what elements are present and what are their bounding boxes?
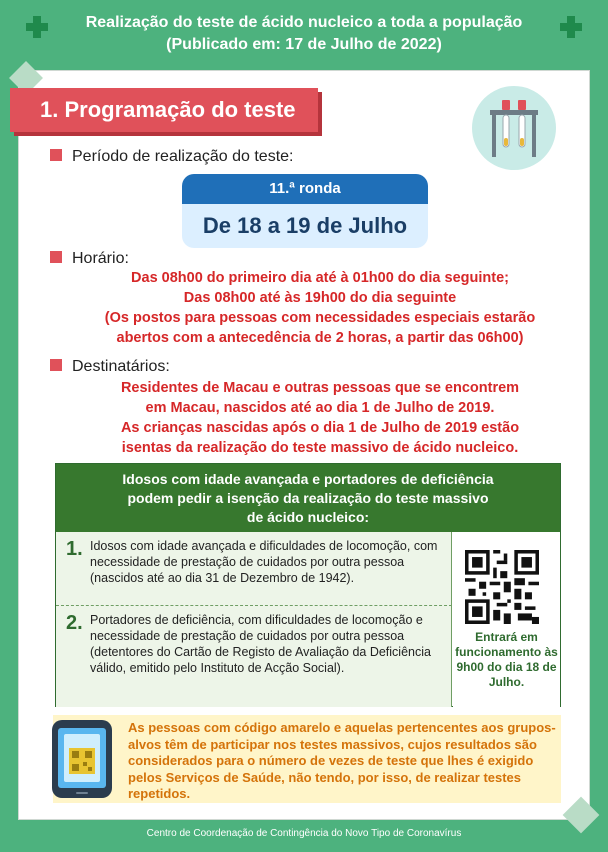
round-number: 11.ª ronda (182, 174, 428, 204)
item-text: Portadores de deficiência, com dificuldades de locomoção e necessidade de prestação de cuidados por outra pessoa (detentores do Cartão de Registo de Avaliação da Deficiência válido, emitido pelo Instituto de Acção Social). (90, 613, 431, 675)
exemption-item (56, 532, 452, 606)
period-label: Período de realização do teste: (50, 148, 293, 166)
round-box (182, 174, 428, 248)
qr-code-icon[interactable] (465, 550, 539, 624)
recipients-label: Destinatários: (50, 358, 170, 376)
qr-caption: Entrará em funcionamento às 9h00 do dia 18 de Julho. (455, 630, 558, 689)
qr-column (453, 532, 560, 707)
section-title: 1. Programação do teste (10, 88, 318, 132)
item-number: 1. (66, 538, 83, 560)
publish-date: (Publicado em: 17 de Julho de 2022) (166, 36, 442, 53)
bullet-square-icon (50, 359, 62, 371)
notice-text: As pessoas com código amarelo e aquelas pertencentes aos grupos-alvos têm de participar nos testes massivos, cujos resultados são considerados para o número de vezes de teste que lhes é exigido pelos Serviços de Saúde, não tendo, por isso, de realizar testes repetidos. (128, 720, 556, 801)
bullet-square-icon (50, 251, 62, 263)
bullet-square-icon (50, 149, 62, 161)
health-code-phone-icon (50, 716, 114, 802)
recipients-text: Residentes de Macau e outras pessoas que se encontrem em Macau, nascidos até ao dia 1 de Julho de 2019. As crianças nascidas após o dia 1 de Julho de 2019 estão isentas da realização do teste massivo de ácido nucleico. (120, 380, 520, 456)
page-title: Realização do teste de ácido nucleico a toda a população (85, 14, 523, 31)
item-text: Idosos com idade avançada e dificuldades de locomoção, com necessidade de prestação de cuidados por outra pessoa (nascidos até ao dia 31 de Dezembro de 1942). (90, 539, 438, 585)
schedule-text: Das 08h00 do primeiro dia até à 01h00 do dia seguinte; Das 08h00 até às 19h00 do dia seguinte (Os postos para pessoas com necessidades especiais estarão abertos com a antecedência de 2 horas, a partir das 06h00) (104, 270, 536, 346)
exemption-box (55, 463, 561, 707)
item-number: 2. (66, 612, 83, 634)
header (0, 0, 608, 60)
test-tube-icon (472, 86, 556, 170)
schedule-label: Horário: (50, 250, 129, 268)
round-dates: De 18 a 19 de Julho (182, 204, 428, 248)
exemption-heading: Idosos com idade avançada e portadores de deficiência podem pedir a isenção da realização do teste massivo de ácido nucleico: (56, 464, 560, 532)
footer-organization: Centro de Coordenação de Contingência do Novo Tipo de Coronavírus (146, 828, 462, 839)
medical-cross-icon (560, 16, 582, 38)
exemption-item (56, 606, 452, 707)
